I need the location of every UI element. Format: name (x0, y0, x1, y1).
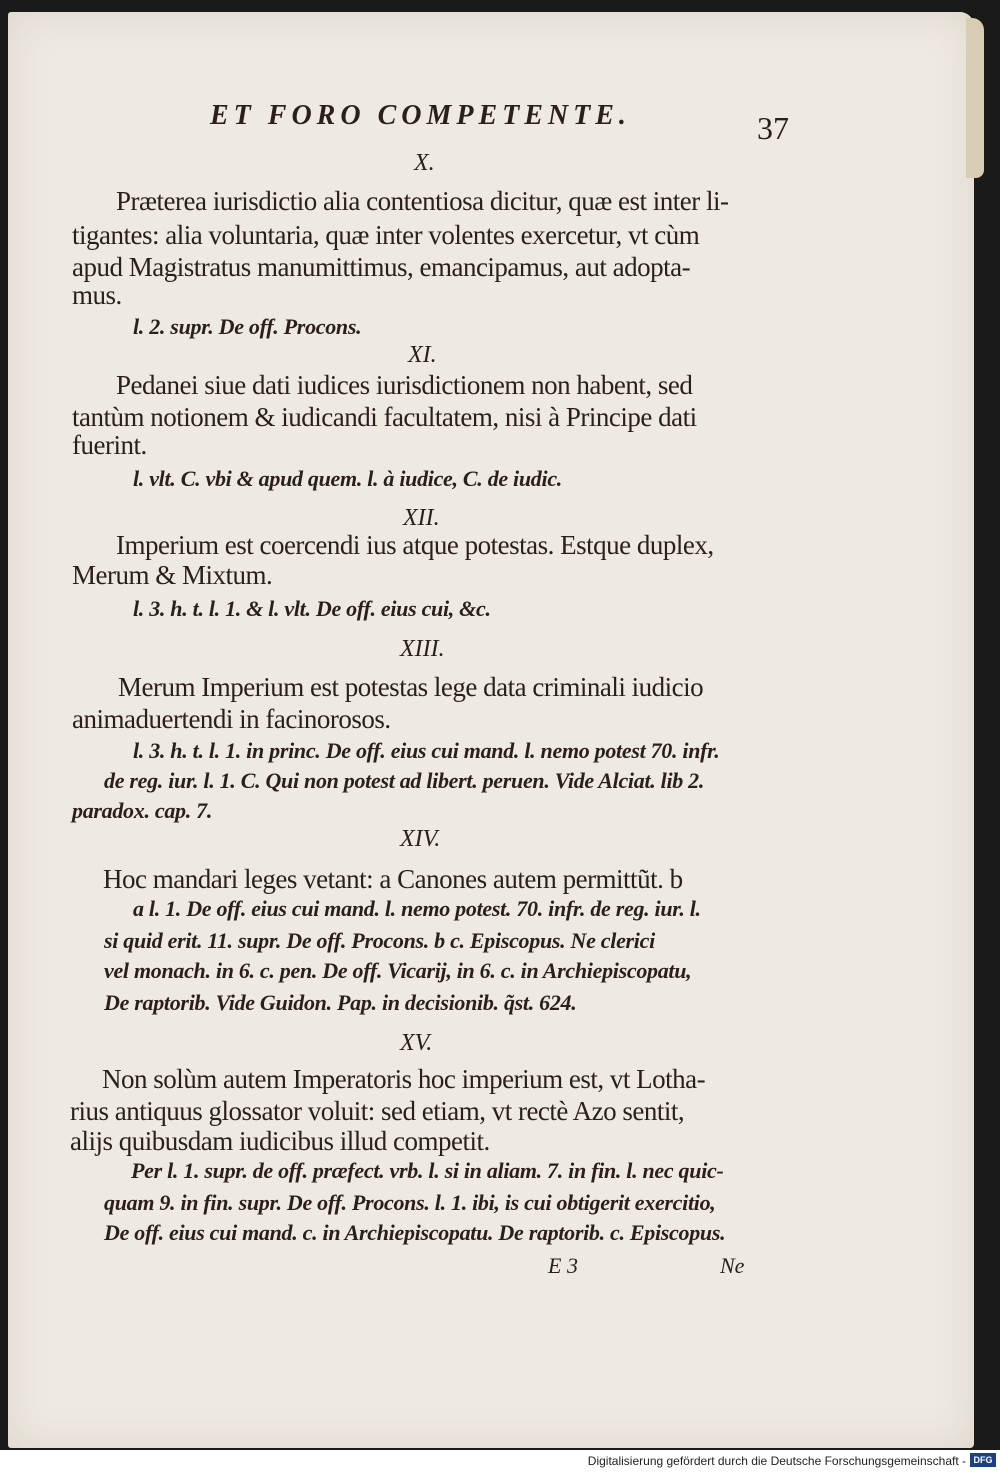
body-line: Hoc mandari leges vetant: a Canones autem permittũt. b (103, 864, 683, 894)
body-line: animaduertendi in facinorosos. (72, 704, 391, 734)
body-line: Merum Imperium est potestas lege data criminali iudicio (118, 672, 704, 702)
section-numeral: X. (414, 150, 435, 176)
running-head: ET FORO COMPETENTE. (210, 100, 631, 131)
body-line: Pedanei siue dati iudices iurisdictionem non habent, sed (116, 370, 693, 400)
body-line: alijs quibusdam iudicibus illud competit. (70, 1126, 490, 1156)
citation-note: a l. 1. De off. eius cui mand. l. nemo potest. 70. infr. de reg. iur. l. (133, 896, 701, 921)
digitization-credit: Digitalisierung gefördert durch die Deutsche Forschungsgemeinschaft - (587, 1454, 966, 1468)
citation-note: De off. eius cui mand. c. in Archiepiscopatu. De raptorib. c. Episcopus. (104, 1220, 726, 1245)
citation-note: paradox. cap. 7. (72, 798, 213, 823)
section-numeral: XII. (403, 505, 440, 531)
section-numeral: XI. (408, 342, 437, 368)
citation-note: Per l. 1. supr. de off. præfect. vrb. l. si in aliam. 7. in fin. l. nec quic- (131, 1158, 724, 1183)
body-line: mus. (72, 280, 122, 310)
citation-note: si quid erit. 11. supr. De off. Procons. b c. Episcopus. Ne clerici (104, 928, 655, 953)
page-edge (966, 18, 984, 178)
body-line: rius antiquus glossator voluit: sed etiam, vt rectè Azo sentit, (70, 1096, 685, 1126)
page-number: 37 (757, 110, 789, 146)
body-line: Merum & Mixtum. (72, 560, 273, 590)
body-line: Non solùm autem Imperatoris hoc imperium est, vt Lotha- (102, 1064, 706, 1094)
section-numeral: XIV. (400, 826, 441, 852)
citation-note: l. 3. h. t. l. 1. & l. vlt. De off. eius cui, &c. (133, 596, 491, 621)
citation-note: quam 9. in fin. supr. De off. Procons. l. 1. ibi, is cui obtigerit exercitio, (104, 1190, 716, 1215)
dfg-logo: DFG (970, 1453, 996, 1467)
citation-note: De raptorib. Vide Guidon. Pap. in decisionib. q̃st. 624. (104, 990, 577, 1015)
section-numeral: XV. (400, 1030, 433, 1056)
body-line: fuerint. (72, 430, 147, 460)
body-line: Imperium est coercendi ius atque potestas. Estque duplex, (116, 530, 714, 560)
citation-note: l. vlt. C. vbi & apud quem. l. à iudice, C. de iudic. (133, 466, 562, 491)
catchword: Ne (720, 1253, 745, 1278)
citation-note: l. 3. h. t. l. 1. in princ. De off. eius cui mand. l. nemo potest 70. infr. (133, 738, 720, 763)
section-numeral: XIII. (400, 636, 445, 662)
body-line: tigantes: alia voluntaria, quæ inter volentes exercetur, vt cùm (72, 220, 700, 250)
citation-note: vel monach. in 6. c. pen. De off. Vicarij, in 6. c. in Archiepiscopatu, (104, 958, 692, 983)
body-line: apud Magistratus manumittimus, emancipamus, aut adopta- (72, 252, 691, 282)
signature-mark: E 3 (548, 1253, 578, 1278)
citation-note: l. 2. supr. De off. Procons. (133, 314, 362, 339)
body-line: tantùm notionem & iudicandi facultatem, nisi à Principe dati (72, 402, 697, 432)
body-line: Præterea iurisdictio alia contentiosa dicitur, quæ est inter li- (116, 186, 729, 216)
citation-note: de reg. iur. l. 1. C. Qui non potest ad libert. peruen. Vide Alciat. lib 2. (104, 768, 705, 793)
